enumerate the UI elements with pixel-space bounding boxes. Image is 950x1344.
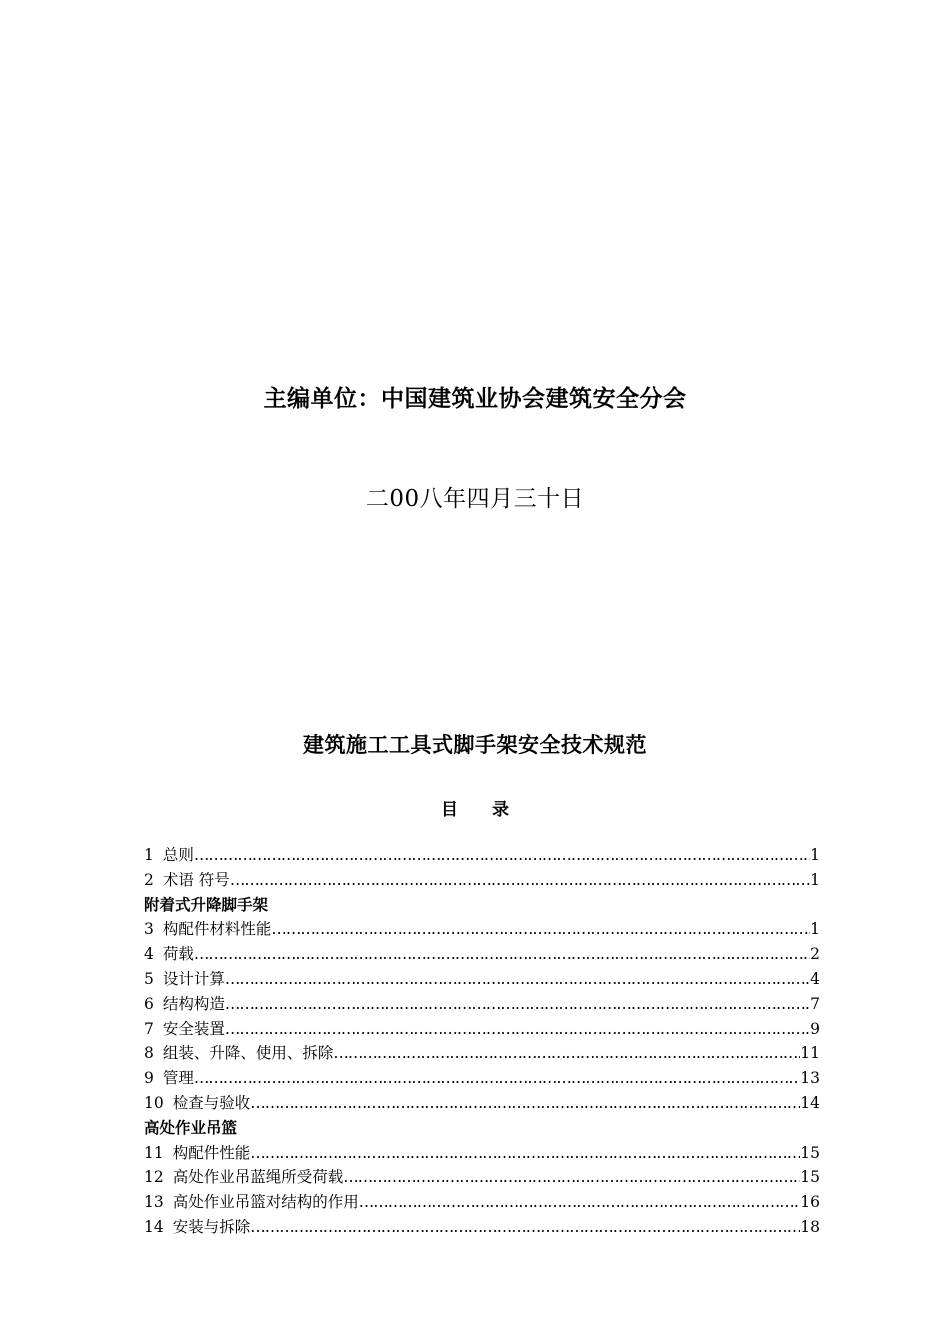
toc-entry-number: 7 xyxy=(144,1019,154,1038)
toc-entry-label: 术语 符号 xyxy=(162,870,230,889)
toc-entry-number: 14 xyxy=(144,1217,164,1236)
toc-entry-page: 1 xyxy=(810,920,820,939)
toc-leader-dots xyxy=(194,1066,800,1091)
toc-entry-label: 检查与验收 xyxy=(172,1093,251,1112)
toc-leader-dots xyxy=(333,1041,800,1066)
toc-entry-label: 高处作业吊蓝绳所受荷载 xyxy=(172,1168,344,1187)
toc-entry-number: 1 xyxy=(144,846,154,864)
toc-leader-dots xyxy=(359,1190,801,1215)
toc-entry-number: 8 xyxy=(144,1044,154,1063)
toc-entry-page: 15 xyxy=(800,1168,820,1187)
toc-entry-label: 管理 xyxy=(162,1069,194,1088)
toc-entry-number: 6 xyxy=(144,994,154,1013)
toc-leader-dots xyxy=(194,843,810,868)
toc-entry-page: 14 xyxy=(800,1093,820,1112)
toc-entry[interactable] xyxy=(144,1066,820,1091)
toc-leader-dots xyxy=(225,992,810,1017)
toc-leader-dots xyxy=(271,917,810,942)
toc-entry-page: 2 xyxy=(810,945,820,964)
toc-entry[interactable] xyxy=(144,942,820,967)
toc-entry[interactable] xyxy=(144,917,820,942)
toc-entry-label: 构配件材料性能 xyxy=(162,920,272,939)
toc-leader-dots xyxy=(250,1215,800,1240)
toc-entry[interactable] xyxy=(144,843,820,868)
toc-entry[interactable] xyxy=(144,1165,820,1190)
toc-leader-dots xyxy=(250,1141,800,1166)
publication-date: 二00八年四月三十日 xyxy=(365,486,585,512)
toc-leader-dots xyxy=(230,868,810,893)
toc-entry-page: 4 xyxy=(810,969,820,988)
toc-entry-label: 安装与拆除 xyxy=(172,1217,251,1236)
toc-leader-dots xyxy=(194,942,810,967)
toc-entry-number: 2 xyxy=(144,870,154,889)
toc-entry[interactable] xyxy=(144,1141,820,1166)
toc-entry-number: 4 xyxy=(144,945,154,964)
editor-unit: 主编单位：中国建筑业协会建筑安全分会 xyxy=(263,386,687,412)
toc-entry-label: 组装、升降、使用、拆除 xyxy=(162,1044,334,1063)
toc-entry-page: 1 xyxy=(810,870,820,889)
toc-entry-page: 16 xyxy=(800,1193,820,1212)
toc-leader-dots xyxy=(225,967,810,992)
toc-entry[interactable] xyxy=(144,967,820,992)
toc-entry-page: 7 xyxy=(810,994,820,1013)
toc-entry[interactable] xyxy=(144,1091,820,1116)
document-title: 建筑施工工具式脚手架安全技术规范 xyxy=(303,733,647,757)
table-of-contents xyxy=(144,843,820,1240)
toc-entry-page: 1 xyxy=(810,846,820,864)
toc-entry-page: 18 xyxy=(800,1217,820,1236)
toc-section-heading: 高处作业吊篮 xyxy=(144,1118,238,1137)
toc-entry-number: 11 xyxy=(144,1143,164,1162)
toc-entry-label: 安全装置 xyxy=(162,1019,225,1038)
toc-entry[interactable] xyxy=(144,1190,820,1215)
toc-entry[interactable] xyxy=(144,868,820,893)
toc-entry-number: 5 xyxy=(144,969,154,988)
toc-entry-page: 15 xyxy=(800,1143,820,1162)
toc-entry-label: 高处作业吊篮对结构的作用 xyxy=(172,1193,359,1212)
toc-entry-page: 13 xyxy=(800,1069,820,1088)
toc-leader-dots xyxy=(250,1091,800,1116)
toc-entry-number: 12 xyxy=(144,1168,164,1187)
toc-entry-label: 荷载 xyxy=(162,945,194,964)
toc-entry-number: 13 xyxy=(144,1193,164,1212)
toc-entry-page: 11 xyxy=(800,1044,820,1063)
toc-entry-number: 9 xyxy=(144,1069,154,1088)
toc-entry-label: 总则 xyxy=(162,846,194,864)
toc-entry-label: 结构构造 xyxy=(162,994,225,1013)
toc-entry[interactable] xyxy=(144,1041,820,1066)
toc-entry-page: 9 xyxy=(810,1019,820,1038)
toc-entry-label: 设计计算 xyxy=(162,969,225,988)
toc-entry-number: 3 xyxy=(144,920,154,939)
toc-entry[interactable] xyxy=(144,1215,820,1240)
toc-heading: 目 录 xyxy=(441,800,523,820)
toc-leader-dots xyxy=(225,1017,810,1042)
toc-entry[interactable] xyxy=(144,992,820,1017)
toc-entry[interactable] xyxy=(144,1017,820,1042)
toc-entry-label: 构配件性能 xyxy=(172,1143,251,1162)
toc-section-heading: 附着式升降脚手架 xyxy=(144,895,269,914)
toc-entry-number: 10 xyxy=(144,1093,164,1112)
toc-leader-dots xyxy=(343,1165,800,1190)
